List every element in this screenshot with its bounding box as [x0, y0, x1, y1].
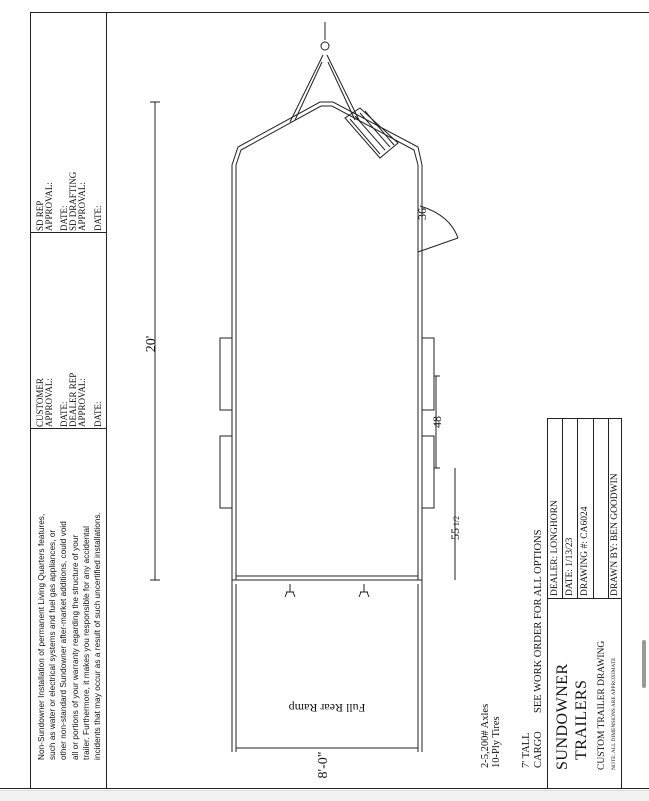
- date-field: DATE: 1/13/23: [565, 537, 575, 596]
- dimensions-note: NOTE: ALL DIMENSIONS ARE APPROXIMATE: [611, 657, 617, 770]
- company-name-line1: SUNDOWNER: [554, 663, 571, 770]
- vertical-scrollbar[interactable]: [642, 640, 646, 688]
- disclaimer-line: Non-Sundowner Installation of permanent Living Quarters features,: [37, 513, 46, 760]
- sd-rep-date-label: DATE:: [59, 205, 69, 231]
- cargo-spec: CARGO: [533, 731, 544, 768]
- bottom-bar: [0, 790, 649, 801]
- sd-drafting-approval-label: SD DRAFTING APPROVAL:: [68, 171, 87, 231]
- dealer-field: DEALER: LONGHORN: [550, 500, 560, 596]
- drawing-type-label: CUSTOM TRAILER DRAWING: [597, 640, 607, 770]
- rear-overhang-dimension: 55: [448, 528, 462, 540]
- customer-approval-label: CUSTOMER APPROVAL:: [35, 378, 54, 427]
- door-width-dimension: 36: [415, 208, 429, 220]
- disclaimer-line: all or portions of your warranty regarding the structure of your: [70, 534, 80, 760]
- tires-spec: 10-Ply Tires: [491, 716, 502, 768]
- axles-spec: 2-5,200# Axles: [480, 703, 491, 768]
- drawn-by-field: DRAWN BY: BEN GOODWIN: [610, 473, 620, 596]
- length-dimension: 20': [144, 335, 159, 353]
- tall-spec: 7' TALL: [521, 732, 532, 768]
- rear-overhang-fraction: 1/2: [452, 515, 461, 527]
- disclaimer-line: trailer. Furthermore, it makes you responsible for any accidental: [81, 526, 91, 760]
- width-dimension: 8'-0": [316, 751, 331, 779]
- dealer-rep-approval-label: DEALER REP APPROVAL:: [68, 373, 87, 427]
- sd-drafting-date-label: DATE:: [93, 205, 103, 231]
- sd-rep-approval-label: SD REP APPROVAL:: [35, 182, 54, 231]
- company-name-line2: TRAILERS: [573, 679, 590, 760]
- disclaimer-line: other non-standard Sundowner after-market additions, could void: [59, 521, 69, 760]
- see-work-order-note: SEE WORK ORDER FOR ALL OPTIONS: [533, 529, 544, 713]
- customer-date-label: DATE:: [59, 401, 69, 427]
- dealer-rep-date-label: DATE:: [93, 401, 103, 427]
- full-rear-ramp-label: Full Rear Ramp: [288, 701, 366, 715]
- disclaimer-line: such as water or electrical systems and fuel gas appliances, or: [48, 529, 58, 760]
- disclaimer-line: incidents that may occur as a result of such uncertified installations.: [93, 512, 103, 760]
- drawing-number-field: DRAWING #: CA6024: [580, 506, 590, 596]
- fender-spacing-dimension: 48: [430, 416, 444, 428]
